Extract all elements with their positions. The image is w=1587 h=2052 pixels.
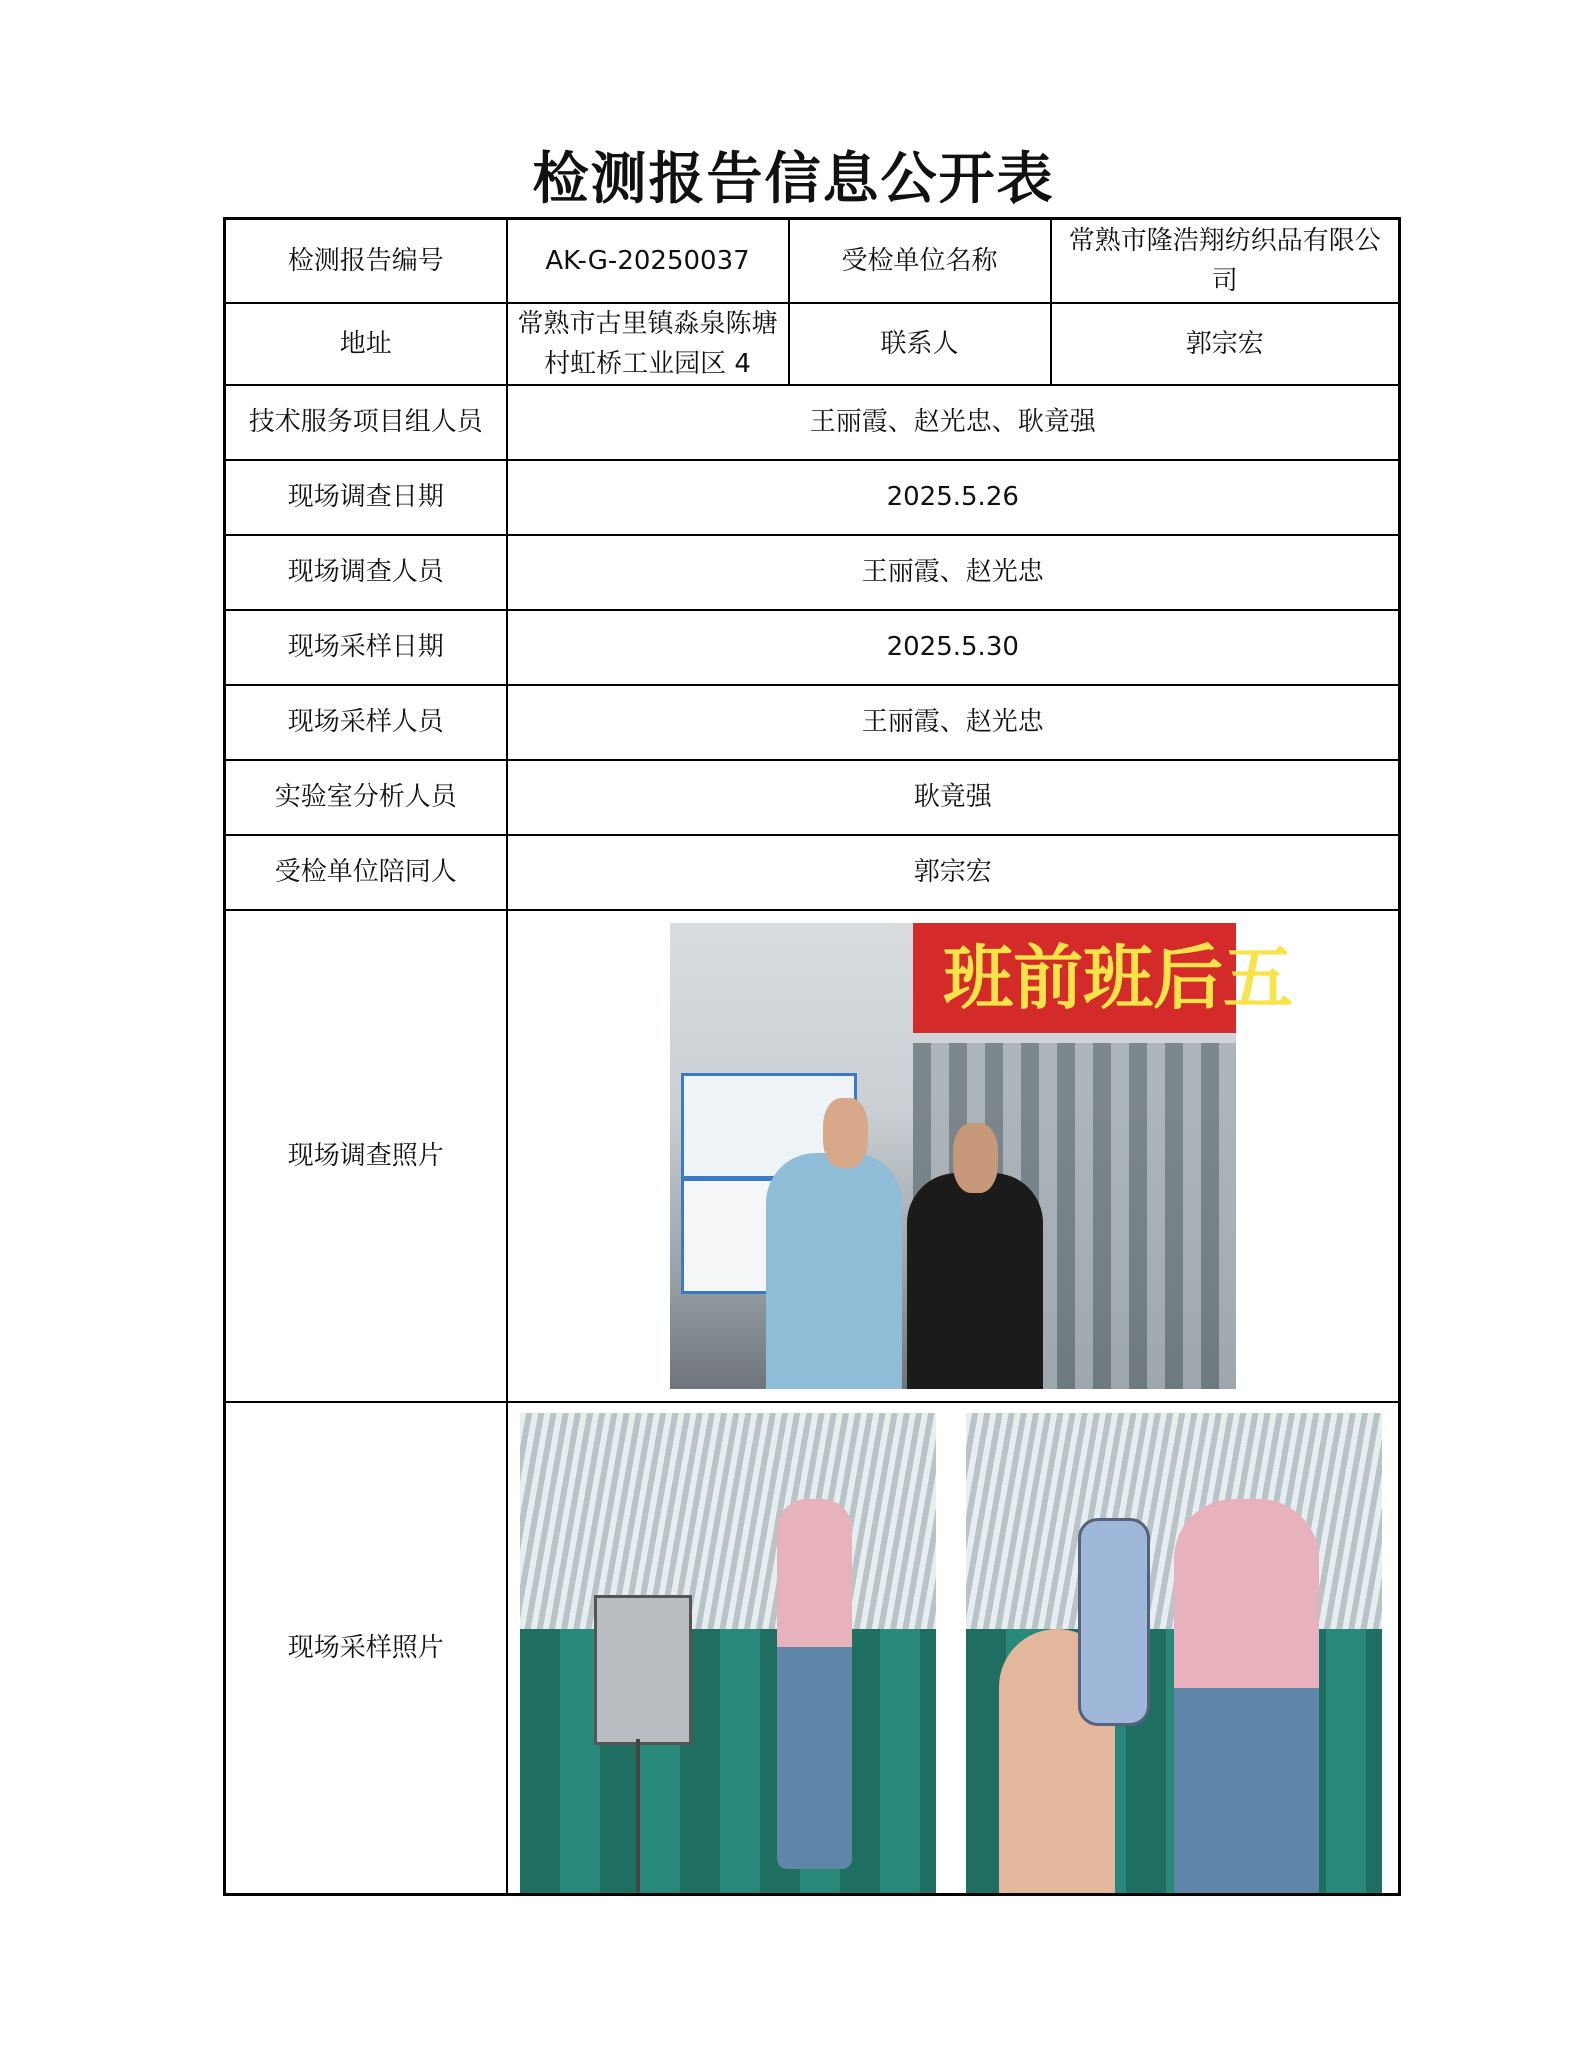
sample-photo-label: 现场采样照片 — [225, 1402, 507, 1895]
survey-date-label: 现场调查日期 — [225, 460, 507, 535]
survey-photo — [670, 923, 1294, 1389]
escort-value: 郭宗宏 — [507, 835, 1400, 910]
survey-staff-value: 王丽霞、赵光忠 — [507, 535, 1400, 610]
table-row — [225, 219, 1400, 303]
sample-date-label: 现场采样日期 — [225, 610, 507, 685]
sample-photo-left — [520, 1413, 936, 1893]
sample-staff-value: 王丽霞、赵光忠 — [507, 685, 1400, 760]
table-row — [225, 385, 1400, 460]
table-row — [225, 910, 1400, 1402]
knitting-machine — [520, 1629, 936, 1893]
inspector-head — [823, 1098, 868, 1168]
table-row — [225, 610, 1400, 685]
escort-figure — [907, 1173, 1043, 1389]
sound-level-meter — [1078, 1518, 1151, 1726]
survey-date-value: 2025.5.26 — [507, 460, 1400, 535]
survey-staff-label: 现场调查人员 — [225, 535, 507, 610]
report-table — [223, 217, 1401, 1896]
survey-photo-label: 现场调查照片 — [225, 910, 507, 1402]
contact-value: 郭宗宏 — [1051, 303, 1400, 385]
team-label: 技术服务项目组人员 — [225, 385, 507, 460]
page-title: 检测报告信息公开表 — [532, 147, 1055, 212]
sampler-figure — [777, 1499, 852, 1869]
lab-staff-value: 耿竟强 — [507, 760, 1400, 835]
sample-date-value: 2025.5.30 — [507, 610, 1400, 685]
report-no-label: 检测报告编号 — [225, 219, 507, 303]
address-value: 常熟市古里镇淼泉陈塘村虹桥工业园区 4 — [507, 303, 789, 385]
yarn-lines — [520, 1413, 936, 1629]
escort-head — [953, 1123, 998, 1193]
table-row — [225, 535, 1400, 610]
lab-staff-label: 实验室分析人员 — [225, 760, 507, 835]
table-row — [225, 303, 1400, 385]
sample-staff-label: 现场采样人员 — [225, 685, 507, 760]
sampler-figure — [1174, 1499, 1320, 1893]
contact-label: 联系人 — [789, 303, 1051, 385]
sampler-device — [594, 1595, 692, 1745]
sample-photo-right — [966, 1413, 1382, 1893]
table-row — [225, 835, 1400, 910]
report-no-value: AK-G-20250037 — [507, 219, 789, 303]
inspector-figure — [766, 1153, 902, 1389]
table-row — [225, 460, 1400, 535]
unit-name-label: 受检单位名称 — [789, 219, 1051, 303]
tripod-leg — [636, 1739, 640, 1893]
table-row — [225, 760, 1400, 835]
table-row — [225, 1402, 1400, 1895]
photo-banner-text: 班前班后五 — [913, 923, 1236, 1033]
address-label: 地址 — [225, 303, 507, 385]
team-value: 王丽霞、赵光忠、耿竟强 — [507, 385, 1400, 460]
unit-name-value: 常熟市隆浩翔纺织品有限公司 — [1051, 219, 1400, 303]
table-row — [225, 685, 1400, 760]
escort-label: 受检单位陪同人 — [225, 835, 507, 910]
